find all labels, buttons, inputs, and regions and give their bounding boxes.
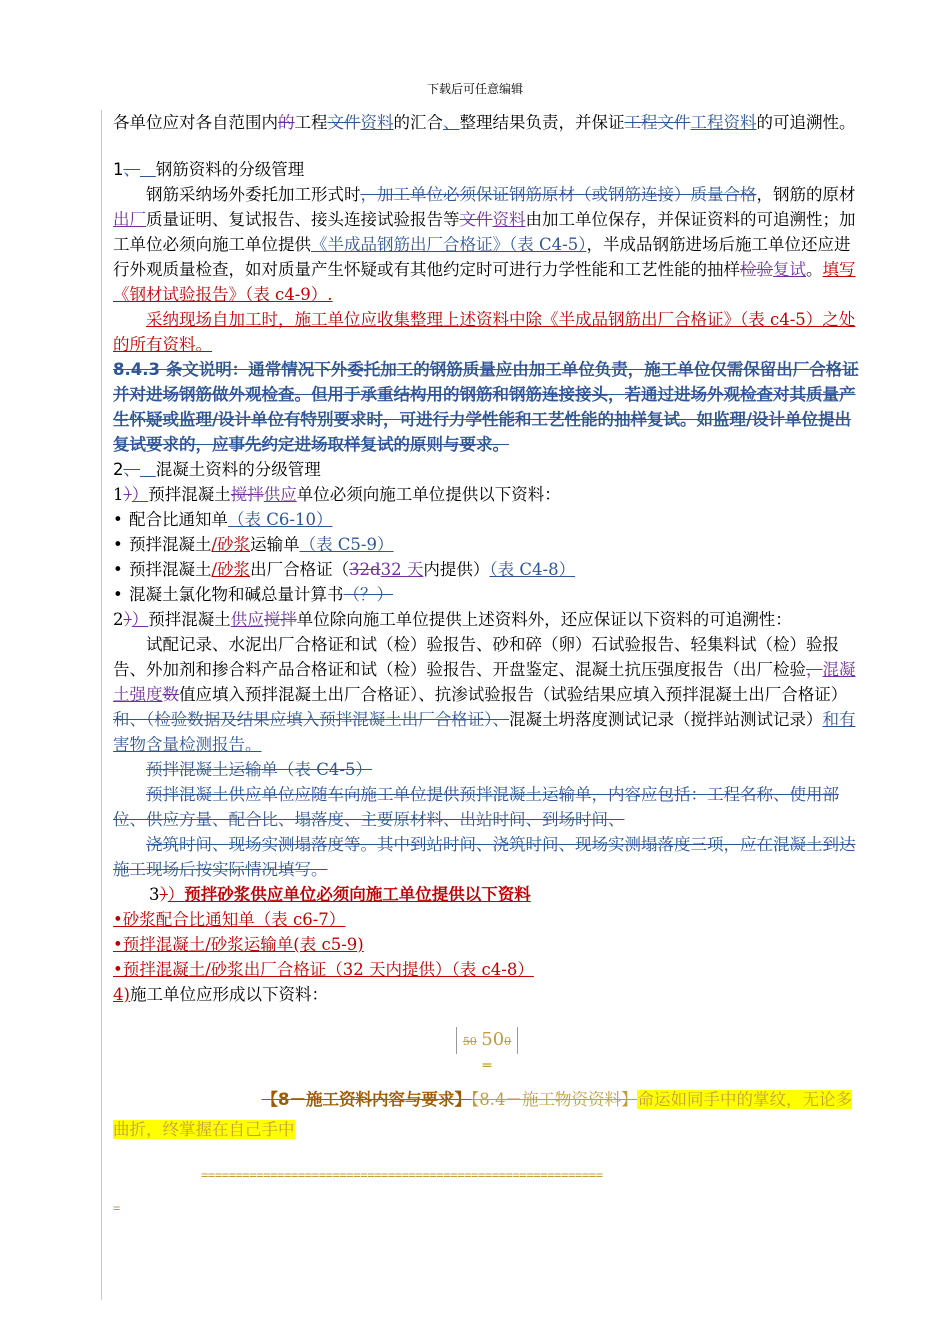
item-number: 2	[113, 610, 124, 629]
inserted-text: ）	[131, 485, 149, 504]
text: 运输单	[250, 535, 300, 554]
section-heading-concrete	[113, 457, 861, 482]
inserted-text: ）	[131, 610, 149, 629]
deleted-text: 工程文件	[624, 113, 691, 132]
inserted-text: 工程资料	[690, 113, 757, 132]
paragraph-intro	[113, 110, 861, 135]
deleted-text: 【8－施工资料内容与要求】	[261, 1090, 471, 1109]
text: 混凝土坍落度测试记录（搅拌站测试记录）	[509, 710, 823, 729]
inserted-text: 资料	[492, 210, 526, 229]
deleted-text: ，	[806, 660, 823, 679]
page-number-rule: ═	[482, 1058, 492, 1074]
section-number: 1	[113, 160, 124, 179]
text: 各单位应对各自范围内	[113, 113, 278, 132]
text: 预拌混凝土	[148, 485, 231, 504]
inserted-text: （表 C6-10）	[228, 510, 333, 529]
margin-line	[101, 110, 102, 1300]
deleted-text: 检验	[740, 260, 773, 279]
bullet: •	[113, 510, 123, 529]
text: 钢筋采纳场外委托加工形式时	[146, 185, 361, 204]
inserted-gap	[140, 160, 156, 179]
text: 整理结果负责，并保证	[459, 113, 625, 132]
text: 的可追溯性。	[756, 113, 856, 132]
inserted-text: 《半成品钢筋出厂合格证》（表 C4-5）	[311, 235, 587, 254]
deleted-text: ，加工单位必须保证钢筋原材（或钢筋连接）质量合格	[360, 185, 757, 204]
inserted-text: （表 C5-9）	[299, 535, 394, 554]
inserted-text: ）	[167, 885, 185, 904]
deleted-text: 文件	[459, 210, 493, 229]
inserted-text: 资料	[360, 113, 394, 132]
deleted-text: 和、（检验数据及结果应填入预拌混凝土出厂合格证）、	[113, 710, 509, 729]
paragraph-onsite	[113, 307, 861, 357]
inserted-text: 混凝土强度	[113, 660, 856, 704]
deleted-text: 、	[123, 160, 140, 179]
inserted-text: 、	[443, 113, 460, 132]
deleted-text: 50	[462, 1035, 477, 1048]
text: 预拌砂浆供应单位必须向施工单位提供以下资料	[184, 885, 531, 904]
text: 由加工单位保存，并保证资料的可追溯性；加工单位必须向施工单位提供	[113, 210, 856, 254]
item-3	[113, 882, 861, 907]
list-item: •砂浆配合比通知单（表 c6-7）	[113, 910, 346, 929]
paragraph-traceability	[113, 632, 861, 757]
bullet: •	[113, 560, 123, 579]
inserted-text: 和有害物含量检测报告。	[113, 710, 856, 754]
list-item	[113, 582, 861, 607]
deleted-text: 、	[123, 460, 140, 479]
list-item: •预拌混凝土/砂浆运输单(表 c5-9)	[113, 935, 364, 954]
text: 单位除向施工单位提供上述资料外，还应保证以下资料的可追溯性：	[296, 610, 792, 629]
text: 试配记录、水泥出厂合格证和试（检）验报告、砂和碎（卵）石试验报告、轻集料试（检）验报告、外加剂和掺合料产品合格证和试（检）验报告、开盘鉴定、混凝土抗压强度报告（出厂检验	[113, 635, 839, 679]
separator-line: ==========================================================	[201, 1168, 603, 1182]
inserted-text: 32 天	[380, 560, 424, 579]
deleted-text: 搅拌	[263, 610, 297, 629]
inserted-text: /砂浆	[211, 560, 251, 579]
text: 。	[806, 260, 823, 279]
footer-line	[113, 1085, 861, 1145]
item-number: 1	[113, 485, 124, 504]
deleted-text: 的	[278, 113, 295, 132]
text: 预拌混凝土	[129, 535, 212, 554]
item-2	[113, 607, 861, 632]
paragraph-deleted-body-2: 浇筑时间、现场实测塌落度等。其中到站时间、浇筑时间、现场实测塌落度三项，应在混凝土到达施工现场后按实际情况填写。	[113, 835, 856, 879]
inserted-text: /砂浆	[211, 535, 251, 554]
inserted-text: （表 C4-8）	[489, 560, 576, 579]
bullet: •	[113, 585, 123, 604]
text: 预拌混凝土	[129, 560, 212, 579]
deleted-text: （？）	[343, 585, 393, 604]
deleted-text: ）	[159, 885, 168, 904]
item-4	[113, 982, 861, 1007]
inserted-text: 采纳现场自加工时，施工单位应收集整理上述资料中除《半成品钢筋出厂合格证》（表 c4-5）之处的所有资料。	[113, 310, 856, 354]
text: 内提供）	[423, 560, 490, 579]
text: 出厂合格证（	[250, 560, 350, 579]
page-number-box	[456, 1027, 518, 1054]
text: 工程	[294, 113, 328, 132]
deleted-text: 数	[162, 685, 179, 704]
deleted-text: 【8.4－施工物资资料】	[470, 1090, 638, 1109]
paragraph-deleted-body: 预拌混凝土供应单位应随车向施工单位提供预拌混凝土运输单，内容应包括：工程名称、使用部位、供应方量、配合比、塌落度、主要原材料、出站时间、到场时间、	[113, 785, 839, 829]
inserted-text: 复试	[773, 260, 806, 279]
text: ，半成品钢筋进场后施工单位还应进行外观质量检查，如对质量产生怀疑或有其他约定时可进行力学性能和工艺性能的抽样	[113, 235, 851, 279]
separator-line-end: =	[113, 1201, 120, 1215]
document-body	[113, 110, 861, 1221]
text: 的汇合	[393, 113, 443, 132]
deleted-text: ）	[123, 485, 132, 504]
page-header: 下载后可任意编辑	[426, 82, 523, 96]
deleted-text: 文件	[327, 113, 361, 132]
deleted-text: 32d	[349, 560, 381, 579]
list-item	[113, 532, 861, 557]
text: 单位必须向施工单位提供以下资料：	[296, 485, 561, 504]
item-number: 3	[149, 885, 160, 904]
bullet: •	[113, 535, 123, 554]
paragraph-clause-note: 8.4.3 条文说明：通常情况下外委托加工的钢筋质量应由加工单位负责，施工单位仅需保留出厂合格证并对进场钢筋做外观检查。但用于承重结构用的钢筋和钢筋连接接头，若通过进场外观检查对其质量产生怀疑或监理/设计单位有特别要求时，可进行力学性能和工艺性能的抽样复试。如监理/设计单位提出复试要求的，应事先约定进场取样复试的原则与要求。	[113, 360, 859, 454]
item-1	[113, 482, 861, 507]
inserted-text: 出厂	[113, 210, 146, 229]
page-number-value: 50	[481, 1029, 505, 1050]
text: 质量证明、复试报告、接头连接试验报告等	[146, 210, 460, 229]
highlighted-text: 命运如同手中的掌纹，无论多曲折，终掌握在自己手中	[113, 1090, 852, 1139]
list-item	[113, 507, 861, 532]
section-title: 钢筋资料的分级管理	[155, 160, 305, 179]
inserted-text: 供应	[230, 610, 264, 629]
page-number	[113, 1027, 861, 1079]
inserted-text: 填写《钢材试验报告》（表 c4-9）.	[113, 260, 856, 304]
list-item: •预拌混凝土/砂浆出厂合格证（32 天内提供）（表 c4-8）	[113, 960, 534, 979]
item-number: 4)	[113, 985, 130, 1004]
section-heading-steel	[113, 157, 861, 182]
text: 预拌混凝土	[148, 610, 231, 629]
text: 混凝土氯化物和碱总量计算书	[129, 585, 344, 604]
spacer	[113, 135, 861, 157]
section-number: 2	[113, 460, 124, 479]
text: 施工单位应形成以下资料：	[129, 985, 328, 1004]
section-title: 混凝土资料的分级管理	[155, 460, 321, 479]
deleted-text: 0	[504, 1035, 512, 1048]
list-item	[113, 557, 861, 582]
inserted-gap	[140, 460, 156, 479]
text: 配合比通知单	[129, 510, 228, 529]
paragraph-steel	[113, 182, 861, 307]
paragraph-deleted-heading: 预拌混凝土运输单（表 C4-5）	[146, 760, 372, 779]
deleted-text: ）	[123, 610, 132, 629]
inserted-text: 供应	[263, 485, 297, 504]
deleted-text: 搅拌	[230, 485, 264, 504]
text: 值应填入预拌混凝土出厂合格证）、抗渗试验报告（试验结果应填入预拌混凝土出厂合格证）	[179, 685, 848, 704]
text: ，钢筋的原材	[756, 185, 856, 204]
